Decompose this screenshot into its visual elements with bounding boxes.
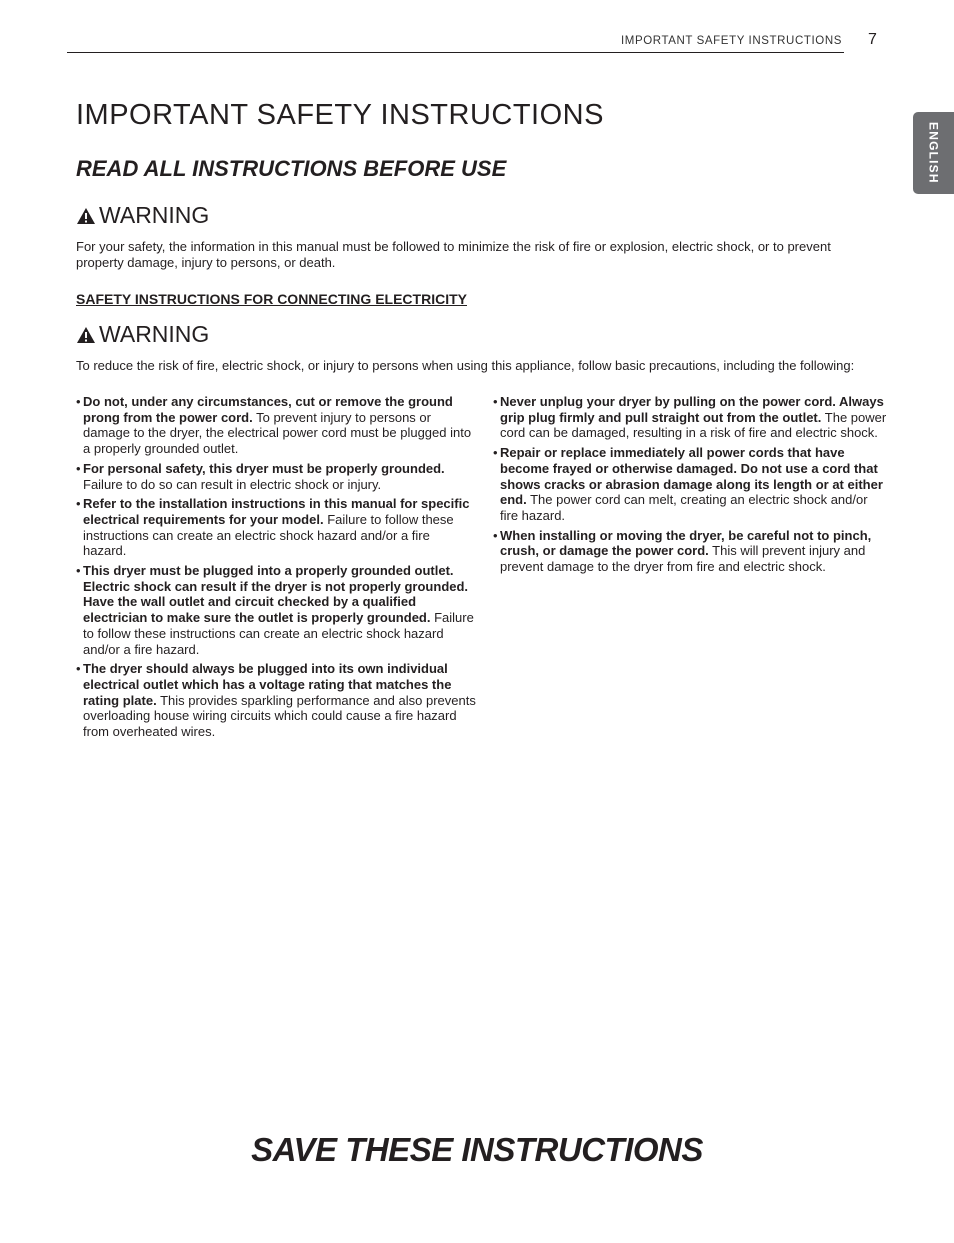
left-instruction-list — [76, 394, 476, 744]
bullet: • — [76, 661, 81, 677]
item-bold-text: Never unplug your dryer by pulling on the power cord. Always grip plug firmly and pull straight out from the outlet. — [500, 394, 884, 425]
warning-label-2: WARNING — [99, 321, 210, 347]
list-item — [76, 496, 476, 559]
bullet: • — [493, 527, 498, 543]
list-item — [493, 445, 889, 524]
bullet: • — [76, 460, 81, 476]
page-subtitle: READ ALL INSTRUCTIONS BEFORE USE — [76, 156, 507, 181]
warning-text-2: To reduce the risk of fire, electric shock, or injury to persons when using this appliance, follow basic precautions, including the following: — [76, 358, 855, 373]
list-item — [76, 563, 476, 657]
running-header: IMPORTANT SAFETY INSTRUCTIONS — [620, 35, 842, 47]
right-instruction-list — [493, 394, 889, 579]
item-bold-text: The dryer should always be plugged into its own individual electrical outlet which has a voltage rating that matches the rating plate. — [83, 661, 452, 708]
section-heading: SAFETY INSTRUCTIONS FOR CONNECTING ELECTRICITY — [76, 291, 467, 307]
item-bold-text: Repair or replace immediately all power cords that have become frayed or otherwise damaged. Do not use a cord that shows cracks or abrasion damage along its length or at either end. — [500, 445, 883, 508]
page-title: IMPORTANT SAFETY INSTRUCTIONS — [76, 99, 604, 131]
item-text: To prevent injury to persons or damage to the dryer, the electrical power cord must be plugged into a properly grounded outlet. — [83, 409, 472, 457]
language-tab-label: ENGLISH — [926, 122, 941, 184]
footer-title: SAVE THESE INSTRUCTIONS — [251, 1131, 703, 1168]
list-item — [76, 661, 476, 740]
item-bold-text: For personal safety, this dryer must be properly grounded. — [83, 460, 445, 476]
item-bold-text: Refer to the installation instructions in this manual for specific electrical requirements for your model. — [83, 496, 470, 527]
warning-triangle-icon — [76, 326, 96, 344]
header-divider — [67, 52, 844, 53]
list-item — [493, 528, 889, 575]
item-bold-text: Do not, under any circumstances, cut or remove the ground prong from the power cord. — [83, 394, 453, 425]
item-bold-text: When installing or moving the dryer, be careful not to pinch, crush, or damage the power cord. — [500, 527, 872, 559]
item-text: This provides sparkling performance and also prevents overloading house wiring circuits which could cause a fire hazard from overheated wires. — [83, 692, 476, 740]
bullet: • — [76, 563, 81, 579]
list-item — [76, 461, 476, 492]
warning-triangle-icon — [76, 207, 96, 225]
warning-heading-2 — [76, 321, 209, 348]
list-item — [493, 394, 889, 441]
bullet: • — [493, 394, 498, 409]
bullet: • — [76, 394, 81, 409]
item-text: The power cord can be damaged, resulting in a risk of fire and electric shock. — [500, 409, 887, 441]
bullet: • — [493, 445, 498, 461]
warning-text-1: For your safety, the information in this manual must be followed to minimize the risk of fire or explosion, electric shock, or to prevent property damage, injury to persons, or death. — [76, 239, 831, 270]
item-text: This will prevent injury and prevent damage to the dryer from fire and electric shock. — [500, 543, 866, 575]
page-number: 7 — [868, 31, 877, 48]
item-bold-text: This dryer must be plugged into a properly grounded outlet. Electric shock can result if the dryer is not properly grounded. Have the wall outlet and circuit checked by a qualified electrician to make sure the outlet is properly grounded. — [83, 563, 469, 626]
item-text: The power cord can melt, creating an electric shock and/or fire hazard. — [500, 492, 868, 523]
item-text: Failure to follow these instructions can create an electric shock hazard and/or a fire hazard. — [83, 511, 454, 559]
warning-label-1: WARNING — [99, 202, 210, 228]
item-text: Failure to do so can result in electric shock or injury. — [83, 476, 382, 492]
warning-heading-1 — [76, 202, 209, 229]
language-tab — [913, 112, 954, 194]
item-text: Failure to follow these instructions can create an electric shock hazard and/or a fire hazard. — [83, 610, 474, 657]
list-item — [76, 394, 476, 457]
bullet: • — [76, 496, 81, 512]
